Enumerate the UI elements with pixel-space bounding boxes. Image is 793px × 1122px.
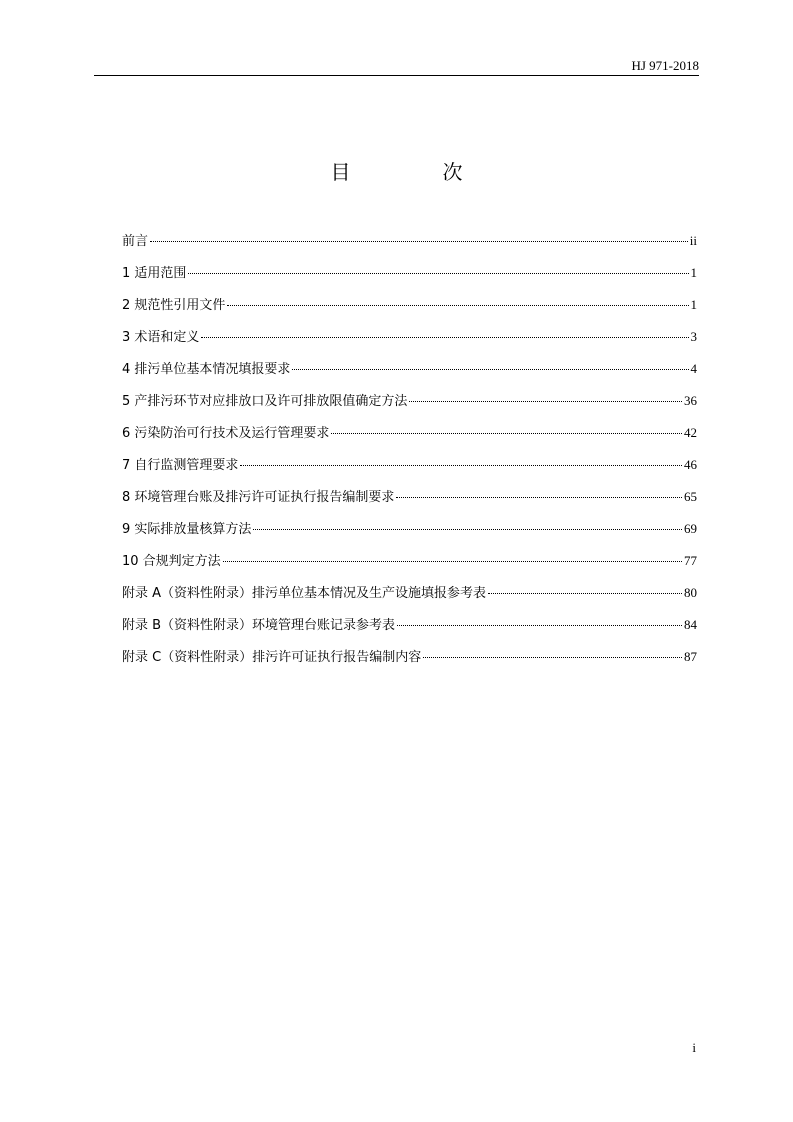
toc-entry-title: 1 适用范围 [122, 266, 187, 281]
toc-entry-page: 1 [690, 297, 697, 312]
toc-entry-page: 87 [684, 649, 697, 664]
toc-entry[interactable] [122, 552, 697, 584]
toc-entry-title: 7 自行监测管理要求 [122, 458, 239, 473]
toc-entry-title: 8 环境管理台账及排污许可证执行报告编制要求 [122, 490, 395, 505]
toc-entry-title: 4 排污单位基本情况填报要求 [122, 362, 291, 377]
toc-entry-page: 4 [690, 361, 697, 376]
toc-entry[interactable] [122, 488, 697, 520]
toc-entry[interactable] [122, 232, 697, 264]
toc-entry-title: 前言 [122, 234, 149, 249]
toc-entry[interactable] [122, 360, 697, 392]
toc-entry-page: 3 [690, 329, 697, 344]
toc-leader-dots [201, 337, 688, 338]
toc-leader-dots [397, 625, 682, 626]
toc-leader-dots [150, 241, 688, 242]
toc-entry-title: 9 实际排放量核算方法 [122, 522, 252, 537]
toc-entry-page: ii [689, 233, 697, 248]
toc-leader-dots [188, 273, 688, 274]
toc-entry-page: 1 [690, 265, 697, 280]
header-rule [94, 75, 699, 76]
toc-leader-dots [227, 305, 688, 306]
toc-entry-page: 36 [684, 393, 697, 408]
toc-entry-page: 84 [684, 617, 697, 632]
toc-leader-dots [240, 465, 682, 466]
standard-code: HJ 971-2018 [631, 58, 699, 73]
toc-leader-dots [488, 593, 682, 594]
toc-entry-title: 附录 B（资料性附录）环境管理台账记录参考表 [122, 618, 396, 633]
toc-leader-dots [223, 561, 682, 562]
page-number: i [692, 1040, 696, 1055]
toc-leader-dots [409, 401, 682, 402]
toc-entry[interactable] [122, 328, 697, 360]
toc-entry-title: 2 规范性引用文件 [122, 298, 226, 313]
toc-title: 目 次 [330, 160, 499, 184]
toc-entry[interactable] [122, 584, 697, 616]
toc-list [122, 232, 697, 680]
toc-entry-page: 65 [684, 489, 697, 504]
toc-entry-title: 3 术语和定义 [122, 330, 200, 345]
toc-leader-dots [331, 433, 682, 434]
toc-entry[interactable] [122, 424, 697, 456]
toc-leader-dots [423, 657, 682, 658]
toc-leader-dots [396, 497, 682, 498]
toc-leader-dots [253, 529, 682, 530]
toc-entry[interactable] [122, 392, 697, 424]
toc-entry[interactable] [122, 648, 697, 680]
toc-entry[interactable] [122, 616, 697, 648]
toc-entry-page: 42 [684, 425, 697, 440]
toc-entry[interactable] [122, 456, 697, 488]
toc-entry[interactable] [122, 520, 697, 552]
toc-entry[interactable] [122, 296, 697, 328]
toc-entry[interactable] [122, 264, 697, 296]
toc-entry-title: 5 产排污环节对应排放口及许可排放限值确定方法 [122, 394, 408, 409]
toc-entry-page: 46 [684, 457, 697, 472]
toc-leader-dots [292, 369, 688, 370]
toc-entry-page: 80 [684, 585, 697, 600]
toc-entry-title: 附录 C（资料性附录）排污许可证执行报告编制内容 [122, 650, 422, 665]
toc-entry-page: 69 [684, 521, 697, 536]
toc-entry-title: 附录 A（资料性附录）排污单位基本情况及生产设施填报参考表 [122, 586, 487, 601]
toc-entry-page: 77 [684, 553, 697, 568]
toc-entry-title: 6 污染防治可行技术及运行管理要求 [122, 426, 330, 441]
toc-entry-title: 10 合规判定方法 [122, 554, 221, 569]
